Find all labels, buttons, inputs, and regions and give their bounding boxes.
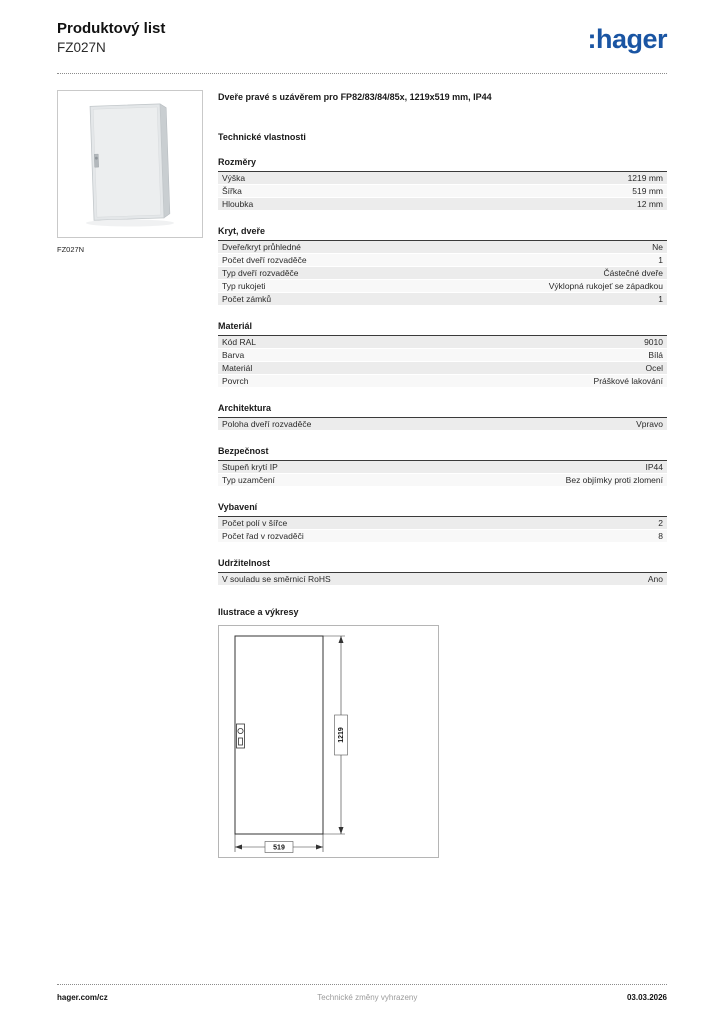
spec-value: Výklopná rukojeť se západkou <box>548 281 663 292</box>
handle-detail <box>237 724 245 748</box>
spec-value: Bílá <box>648 350 663 361</box>
spec-row <box>218 474 667 487</box>
spec-label: Materiál <box>222 363 253 374</box>
product-photo-panel <box>57 90 203 254</box>
section-title: Udržitelnost <box>218 558 271 569</box>
product-code: FZ027N <box>57 40 106 55</box>
page-header <box>57 20 667 66</box>
spec-table <box>218 417 667 431</box>
spec-label: Typ uzamčení <box>222 475 275 486</box>
spec-value: Vpravo <box>636 419 663 430</box>
spec-value: 2 <box>658 518 663 529</box>
spec-label: Typ dveří rozvaděče <box>222 268 299 279</box>
spec-row <box>218 172 667 185</box>
tech-properties-heading: Technické vlastnosti <box>218 132 306 143</box>
spec-row <box>218 517 667 530</box>
spec-row <box>218 280 667 293</box>
spec-row <box>218 530 667 543</box>
spec-row <box>218 254 667 267</box>
spec-table <box>218 572 667 586</box>
spec-value: 12 mm <box>637 199 663 210</box>
spec-row <box>218 573 667 586</box>
footer-disclaimer: Technické změny vyhrazeny <box>317 993 418 1002</box>
spec-row <box>218 241 667 254</box>
spec-label: Stupeň krytí IP <box>222 462 278 473</box>
spec-value: Práškové lakování <box>593 376 663 387</box>
spec-value: 1219 mm <box>627 173 663 184</box>
spec-table <box>218 335 667 388</box>
spec-table <box>218 240 667 306</box>
spec-label: Šířka <box>222 186 242 197</box>
spec-label: V souladu se směrnicí RoHS <box>222 574 331 585</box>
spec-value: Částečné dveře <box>603 268 663 279</box>
spec-label: Počet řad v rozvaděči <box>222 531 304 542</box>
spec-value: Ne <box>652 242 663 253</box>
spec-row <box>218 293 667 306</box>
spec-value: 8 <box>658 531 663 542</box>
spec-value: Bez objímky proti zlomení <box>565 475 663 486</box>
spec-value: 9010 <box>644 337 663 348</box>
spec-label: Výška <box>222 173 246 184</box>
spec-row <box>218 461 667 474</box>
spec-label: Povrch <box>222 376 249 387</box>
header-divider <box>57 73 667 74</box>
spec-row <box>218 336 667 349</box>
dim-width-label: 519 <box>273 844 285 852</box>
spec-sections <box>218 157 667 586</box>
main-content <box>218 92 667 858</box>
spec-row <box>218 418 667 431</box>
doc-type-title: Produktový list <box>57 20 166 37</box>
technical-drawing <box>219 626 438 857</box>
section-title: Bezpečnost <box>218 446 269 457</box>
spec-label: Typ rukojeti <box>222 281 266 292</box>
footer-website: hager.com/cz <box>57 993 108 1002</box>
spec-label: Kód RAL <box>222 337 257 348</box>
spec-label: Dveře/kryt průhledné <box>222 242 301 253</box>
spec-label: Poloha dveří rozvaděče <box>222 419 312 430</box>
section-title: Kryt, dveře <box>218 226 266 237</box>
spec-table <box>218 516 667 543</box>
hager-logo: :hager <box>587 24 667 54</box>
spec-label: Barva <box>222 350 245 361</box>
section-title: Rozměry <box>218 157 257 168</box>
footer-date: 03.03.2026 <box>626 993 667 1002</box>
product-photo-caption: FZ027N <box>57 245 85 254</box>
section-title: Architektura <box>218 403 272 414</box>
product-photo-frame <box>57 90 203 238</box>
spec-value: Ocel <box>645 363 663 374</box>
technical-drawing-frame <box>218 625 439 858</box>
illustration-heading: Ilustrace a výkresy <box>218 607 299 618</box>
section-title: Materiál <box>218 321 253 332</box>
spec-row <box>218 362 667 375</box>
spec-row <box>218 375 667 388</box>
spec-row <box>218 349 667 362</box>
spec-row <box>218 267 667 280</box>
page-footer <box>57 984 667 1002</box>
spec-label: Počet dveří rozvaděče <box>222 255 307 266</box>
spec-value: 1 <box>658 294 663 305</box>
spec-value: 519 mm <box>632 186 663 197</box>
product-title: Dveře pravé s uzávěrem pro FP82/83/84/85x, 1219x519 mm, IP44 <box>218 92 492 102</box>
spec-label: Počet polí v šířce <box>222 518 288 529</box>
section-title: Vybavení <box>218 502 258 513</box>
product-photo-image <box>58 91 202 237</box>
spec-table <box>218 460 667 487</box>
spec-label: Počet zámků <box>222 294 272 305</box>
spec-table <box>218 171 667 211</box>
dim-height-label: 1219 <box>338 727 345 744</box>
spec-value: 1 <box>658 255 663 266</box>
spec-value: Ano <box>647 574 663 585</box>
spec-value: IP44 <box>645 462 663 473</box>
spec-label: Hloubka <box>222 199 254 210</box>
spec-row <box>218 198 667 211</box>
spec-row <box>218 185 667 198</box>
